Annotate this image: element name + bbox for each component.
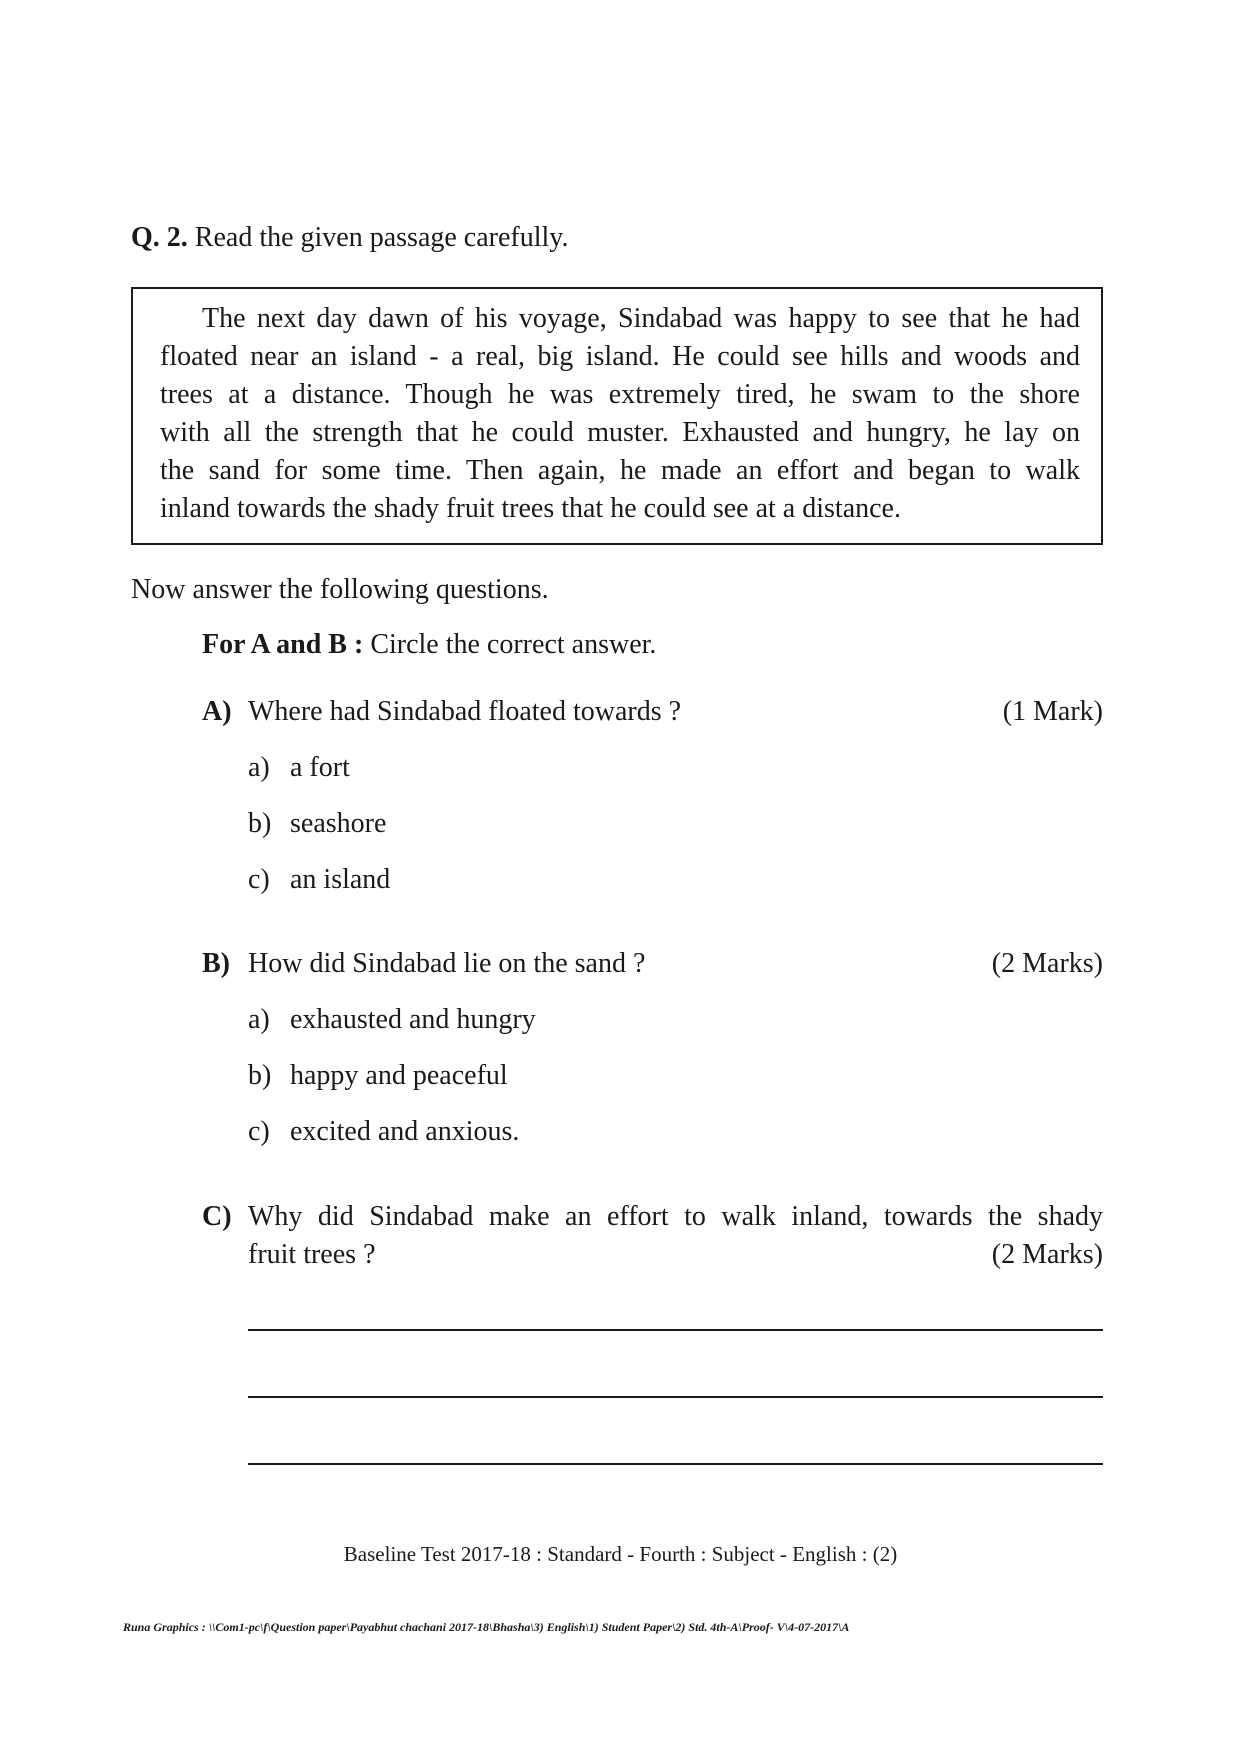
- question-b: [202, 948, 1103, 980]
- question-letter: C): [202, 1201, 232, 1232]
- passage-line: inland towards the shady fruit trees that he could see at a distance.: [160, 493, 901, 524]
- question-text-line1: Why did Sindabad make an effort to walk inland, towards the shady: [248, 1201, 1103, 1232]
- option-label: a): [248, 752, 270, 783]
- option-c[interactable]: [248, 864, 390, 896]
- option-b[interactable]: [248, 808, 386, 840]
- option-a[interactable]: [248, 1004, 536, 1036]
- question-c: [202, 1201, 1103, 1233]
- question-number: Q. 2.: [131, 222, 188, 253]
- question-letter: A): [202, 696, 232, 727]
- for-ab-instruction: [202, 629, 656, 661]
- passage-line: with all the strength that he could muster. Exhausted and hungry, he lay on: [160, 417, 1080, 448]
- passage-line: floated near an island - a real, big island. He could see hills and woods and: [160, 341, 1080, 372]
- answer-line[interactable]: [248, 1329, 1103, 1331]
- for-ab-label: For A and B :: [202, 629, 364, 660]
- question-heading: [131, 222, 568, 254]
- option-text: exhausted and hungry: [290, 1004, 536, 1035]
- passage-line: the sand for some time. Then again, he made an effort and began to walk: [160, 455, 1080, 486]
- option-text: seashore: [290, 808, 387, 839]
- passage-line: trees at a distance. Though he was extremely tired, he swam to the shore: [160, 379, 1080, 410]
- question-marks: (2 Marks): [991, 1239, 1103, 1270]
- for-ab-text: Circle the correct answer.: [370, 629, 657, 660]
- option-text: a fort: [290, 752, 350, 783]
- question-text-line2: fruit trees ?: [248, 1239, 376, 1270]
- question-letter: B): [202, 948, 230, 979]
- answer-line[interactable]: [248, 1463, 1103, 1465]
- question-instruction: Read the given passage carefully.: [194, 222, 569, 253]
- question-marks: (2 Marks): [991, 948, 1103, 979]
- option-a[interactable]: [248, 752, 350, 784]
- option-b[interactable]: [248, 1060, 508, 1092]
- question-c-continued: [202, 1239, 1103, 1271]
- passage-line: The next day dawn of his voyage, Sindabad was happy to see that he had: [202, 303, 1080, 334]
- question-text: Where had Sindabad floated towards ?: [248, 696, 682, 727]
- question-text: How did Sindabad lie on the sand ?: [248, 948, 646, 979]
- option-c[interactable]: [248, 1116, 519, 1148]
- option-label: b): [248, 808, 272, 839]
- answer-line[interactable]: [248, 1396, 1103, 1398]
- option-label: b): [248, 1060, 272, 1091]
- option-label: a): [248, 1004, 270, 1035]
- option-text: excited and anxious.: [290, 1116, 520, 1147]
- option-text: happy and peaceful: [290, 1060, 508, 1091]
- option-text: an island: [290, 864, 391, 895]
- option-label: c): [248, 1116, 270, 1147]
- question-a: [202, 696, 1103, 728]
- question-marks: (1 Mark): [1002, 696, 1103, 727]
- page-footer: Baseline Test 2017-18 : Standard - Fourth : Subject - English : (2): [343, 1542, 898, 1566]
- option-label: c): [248, 864, 270, 895]
- print-credit: Runa Graphics : \\Com1-pc\f\Question paper\Payabhut chachani 2017-18\Bhasha\3) English\1) Student Paper\2) Std. 4th-A\Proof- V\4-07-2017\A: [123, 1620, 850, 1634]
- answer-instruction: Now answer the following questions.: [131, 574, 549, 605]
